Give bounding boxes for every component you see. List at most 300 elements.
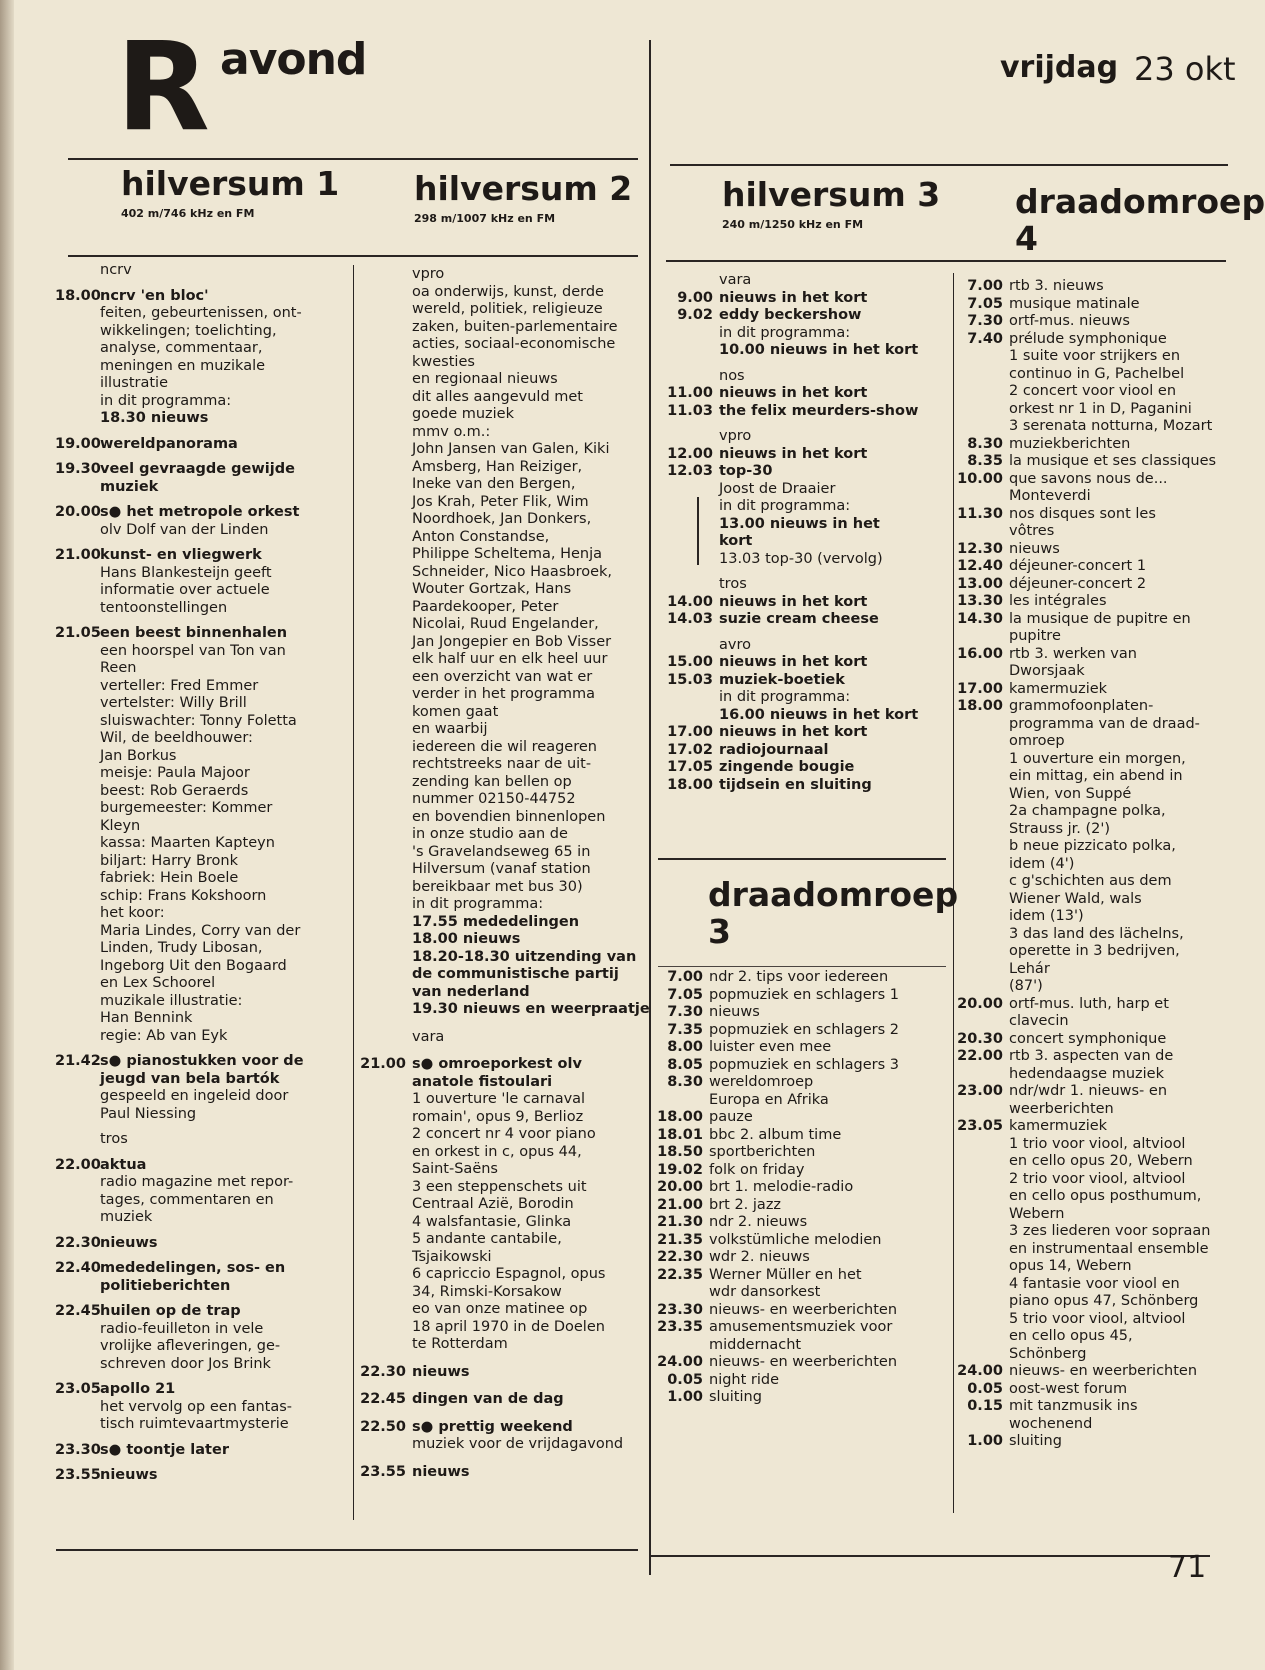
program-text: nieuws- en weerberichten <box>709 1354 898 1370</box>
program-line <box>55 1416 345 1434</box>
program-line <box>345 599 645 617</box>
program-line <box>655 498 945 516</box>
program-line <box>345 1336 645 1354</box>
program-text: dingen van de dag <box>412 1391 564 1407</box>
program-line <box>345 809 645 827</box>
program-line <box>655 272 945 290</box>
program-text: ortf-mus. luth, harp et <box>1009 995 1169 1012</box>
program-line <box>943 751 1243 769</box>
program-line <box>943 1223 1243 1241</box>
program-text: 18.20-18.30 uitzending van <box>412 948 637 965</box>
program-line <box>943 1416 1243 1434</box>
program-text: een overzicht van wat er <box>412 668 593 685</box>
program-text: in dit programma: <box>719 689 851 705</box>
program-line <box>345 844 645 862</box>
program-text: ndr/wdr 1. nieuws- en <box>1009 1083 1168 1099</box>
program-text: popmuziek en schlagers 3 <box>709 1056 899 1073</box>
program-text: 1 ouverture 'le carnaval <box>412 1091 586 1107</box>
hilversum-3-schedule <box>655 272 945 794</box>
program-line <box>345 441 645 459</box>
program-time: 0.15 <box>967 1398 1003 1414</box>
program-text: wereld, politiek, religieuze <box>412 301 603 317</box>
program-text: programma van de draad- <box>1009 715 1200 732</box>
rule-header-right <box>666 260 1226 262</box>
program-line <box>55 1192 345 1210</box>
program-line <box>55 375 345 393</box>
program-line <box>655 1127 945 1145</box>
program-text: romain', opus 9, Berlioz <box>412 1108 584 1125</box>
program-text: oa onderwijs, kunst, derde <box>412 283 604 300</box>
program-line <box>943 1136 1243 1154</box>
program-text: gespeeld en ingeleid door <box>100 1088 289 1104</box>
program-line <box>655 1004 945 1022</box>
program-line <box>345 1364 645 1382</box>
program-line <box>655 1214 945 1232</box>
program-text: tages, commentaren en <box>100 1191 274 1208</box>
program-time: 19.30 <box>55 461 101 477</box>
program-line <box>943 1433 1243 1451</box>
program-line <box>55 1278 345 1296</box>
program-line <box>655 290 945 308</box>
program-line <box>345 774 645 792</box>
program-time: 22.00 <box>957 1048 1003 1064</box>
program-line <box>655 368 945 386</box>
program-text: nieuws- en weerberichten <box>709 1301 898 1318</box>
program-text: vpro <box>412 266 445 282</box>
program-text: Jan Jongepier en Bob Visser <box>412 633 612 650</box>
program-line <box>55 625 345 643</box>
program-text: radio magazine met repor- <box>100 1174 294 1190</box>
program-line <box>943 681 1243 699</box>
program-line <box>345 1266 645 1284</box>
program-time: 19.00 <box>55 435 101 452</box>
program-text: Han Bennink <box>100 1010 193 1026</box>
program-time: 23.00 <box>957 1083 1003 1099</box>
program-text: nieuws- en weerberichten <box>1009 1363 1198 1379</box>
program-line <box>345 1464 645 1482</box>
program-line <box>55 695 345 713</box>
rule-draadomroep-3-under <box>658 966 946 967</box>
program-text: vpro <box>719 428 752 444</box>
program-line <box>345 826 645 844</box>
program-line <box>345 1284 645 1302</box>
program-block <box>55 504 345 539</box>
program-line <box>943 1398 1243 1416</box>
program-block <box>55 1303 345 1373</box>
program-text: b neue pizzicato polka, <box>1009 838 1176 854</box>
program-line <box>655 969 945 987</box>
program-text: omroep <box>1009 733 1065 749</box>
station-hilversum-2: hilversum 2 <box>414 169 633 208</box>
program-line <box>655 777 945 795</box>
program-line <box>55 436 345 454</box>
program-text: Wouter Gortzak, Hans <box>412 581 572 597</box>
program-time: 7.40 <box>967 330 1003 347</box>
program-time: 19.02 <box>657 1161 703 1178</box>
program-text: burgemeester: Kommer <box>100 800 273 816</box>
program-line <box>55 582 345 600</box>
draadomroep-4-number: 4 <box>1015 219 1038 258</box>
program-line <box>345 301 645 319</box>
program-text: tentoonstellingen <box>100 599 228 616</box>
program-text: schreven door Jos Brink <box>100 1355 271 1372</box>
program-line <box>943 768 1243 786</box>
program-line <box>943 453 1243 471</box>
program-text: ncrv <box>100 262 132 278</box>
program-block <box>55 436 345 454</box>
program-time: 18.00 <box>957 698 1003 714</box>
program-block <box>55 1442 345 1460</box>
program-line <box>55 1260 345 1278</box>
program-time: 11.30 <box>957 505 1003 522</box>
program-time: 23.55 <box>55 1467 101 1483</box>
program-time: 7.30 <box>667 1004 703 1020</box>
program-text: mit tanzmusik ins <box>1009 1398 1138 1414</box>
program-text: la musique de pupitre en <box>1009 610 1191 627</box>
program-line <box>345 529 645 547</box>
program-time: 7.00 <box>667 969 703 985</box>
program-line <box>55 975 345 993</box>
rule-draadomroep-3 <box>658 858 946 860</box>
program-text: wikkelingen; toelichting, <box>100 322 277 339</box>
program-text: Anton Constandse, <box>412 528 550 545</box>
program-line <box>655 1162 945 1180</box>
program-line <box>655 533 945 551</box>
program-text: Kleyn <box>100 817 141 834</box>
program-line <box>345 634 645 652</box>
program-block <box>655 637 945 795</box>
program-line <box>345 266 645 284</box>
program-time: 21.05 <box>55 625 101 641</box>
program-time: 23.05 <box>957 1118 1003 1134</box>
program-text: kamermuziek <box>1009 1118 1108 1134</box>
section-letter: R <box>116 16 206 158</box>
program-time: 23.30 <box>55 1441 101 1458</box>
program-text: en instrumentaal ensemble <box>1009 1240 1209 1257</box>
program-time: 23.05 <box>55 1381 101 1397</box>
program-time: 12.30 <box>957 540 1003 557</box>
program-line <box>345 1126 645 1144</box>
program-time: 18.50 <box>657 1144 703 1160</box>
program-line <box>943 1363 1243 1381</box>
program-line <box>943 996 1243 1014</box>
program-text: nieuws <box>709 1004 760 1020</box>
program-time: 18.00 <box>667 776 713 793</box>
program-text: bbc 2. album time <box>709 1126 842 1143</box>
program-text: 2 concert nr 4 voor piano <box>412 1126 596 1142</box>
program-line <box>943 366 1243 384</box>
program-text: 18 april 1970 in de Doelen <box>412 1318 605 1335</box>
program-line <box>55 323 345 341</box>
program-text: 5 andante cantabile, <box>412 1231 562 1247</box>
program-text: meisje: Paula Majoor <box>100 765 250 781</box>
program-time: 23.35 <box>657 1319 703 1335</box>
program-text: nummer 02150-44752 <box>412 791 576 807</box>
program-text: amusementsmuziek voor <box>709 1319 893 1335</box>
program-line <box>55 660 345 678</box>
program-time: 22.50 <box>360 1418 406 1435</box>
program-text: kort <box>719 533 753 549</box>
program-text: 1 ouverture ein morgen, <box>1009 750 1186 767</box>
program-text: en waarbij <box>412 721 488 737</box>
program-line <box>345 1231 645 1249</box>
program-time: 22.00 <box>55 1156 101 1173</box>
program-line <box>655 637 945 655</box>
rule-bottom-left <box>56 1549 638 1551</box>
program-text: Jan Borkus <box>100 747 177 764</box>
program-line <box>55 1338 345 1356</box>
program-time: 17.05 <box>667 759 713 775</box>
program-block <box>55 1381 345 1434</box>
program-text: 2a champagne polka, <box>1009 803 1166 819</box>
program-line <box>943 1276 1243 1294</box>
program-time: 9.00 <box>677 289 713 306</box>
program-text: ncrv 'en bloc' <box>100 287 209 304</box>
program-text: suzie cream cheese <box>719 611 879 627</box>
program-line <box>55 905 345 923</box>
program-text: 13.00 nieuws in het <box>719 515 880 532</box>
program-time: 0.05 <box>967 1380 1003 1397</box>
program-line <box>655 1389 945 1407</box>
program-text: en Lex Schoorel <box>100 975 216 991</box>
program-line <box>943 961 1243 979</box>
program-text: s● prettig weekend <box>412 1418 573 1435</box>
program-line <box>55 1321 345 1339</box>
program-text: iedereen die wil reageren <box>412 738 597 755</box>
program-text: brt 2. jazz <box>709 1196 782 1213</box>
program-line <box>345 879 645 897</box>
program-text: meningen en muzikale <box>100 357 266 374</box>
rule-top-right <box>670 164 1228 166</box>
program-text: Centraal Azië, Borodin <box>412 1196 574 1212</box>
program-line <box>345 581 645 599</box>
program-text: radio-feuilleton in vele <box>100 1320 264 1337</box>
program-text: popmuziek en schlagers 1 <box>709 986 899 1003</box>
program-text: Joost de Draaier <box>719 480 836 497</box>
program-text: biljart: Harry Bronk <box>100 852 239 869</box>
program-line <box>55 479 345 497</box>
program-text: mededelingen, sos- en <box>100 1260 286 1276</box>
program-text: muziek voor de vrijdagavond <box>412 1436 624 1452</box>
program-line <box>655 987 945 1005</box>
program-block <box>943 278 1243 1451</box>
program-text: Europa en Afrika <box>709 1091 829 1108</box>
program-text: muziek-boetiek <box>719 671 845 688</box>
day-name: vrijdag <box>1000 50 1119 85</box>
program-text: Linden, Trudy Libosan, <box>100 940 263 956</box>
program-text: en cello opus 45, <box>1009 1328 1133 1344</box>
program-time: 22.45 <box>55 1303 101 1319</box>
program-text: sportberichten <box>709 1144 816 1160</box>
program-text: Webern <box>1009 1205 1065 1222</box>
program-text: 17.55 mededelingen <box>412 913 580 930</box>
program-line <box>55 1131 345 1149</box>
program-line <box>655 1337 945 1355</box>
program-line <box>55 783 345 801</box>
program-text: vôtres <box>1009 523 1055 539</box>
program-line <box>655 1354 945 1372</box>
program-line <box>345 756 645 774</box>
program-time: 13.00 <box>957 575 1003 592</box>
program-line <box>345 1319 645 1337</box>
program-line <box>943 716 1243 734</box>
freq-hilversum-1: 402 m/746 kHz en FM <box>121 207 255 220</box>
program-text: 's Gravelandseweg 65 in <box>412 843 591 860</box>
program-text: piano opus 47, Schönberg <box>1009 1293 1199 1309</box>
program-line <box>345 1419 645 1437</box>
program-text: regie: Ab van Eyk <box>100 1027 228 1044</box>
program-time: 21.00 <box>360 1056 406 1072</box>
program-line <box>345 1001 650 1019</box>
program-line <box>655 1179 945 1197</box>
program-line <box>55 547 345 565</box>
program-time: 7.05 <box>667 986 703 1003</box>
program-line <box>345 1144 645 1162</box>
program-line <box>943 1188 1243 1206</box>
program-text: 3 serenata notturna, Mozart <box>1009 418 1213 434</box>
program-line <box>345 389 645 407</box>
program-time: 22.30 <box>55 1234 101 1251</box>
program-line <box>943 663 1243 681</box>
program-text: the felix meurders-show <box>719 402 919 419</box>
program-text: een hoorspel van Ton van <box>100 642 286 659</box>
program-text: vara <box>412 1028 445 1045</box>
program-time: 1.00 <box>667 1389 703 1405</box>
freq-hilversum-2: 298 m/1007 kHz en FM <box>414 212 556 225</box>
program-text: grammofoonplaten- <box>1009 698 1154 714</box>
program-text: opus 14, Webern <box>1009 1258 1132 1274</box>
program-block <box>55 288 345 428</box>
program-text: concert symphonique <box>1009 1030 1167 1047</box>
program-text: rtb 3. aspecten van de <box>1009 1048 1174 1064</box>
program-line <box>655 594 945 612</box>
program-line <box>345 546 645 564</box>
program-text: muziek <box>100 478 159 495</box>
program-text: hedendaagse muziek <box>1009 1065 1164 1082</box>
program-text: nieuws in het kort <box>719 385 868 401</box>
program-time: 8.00 <box>667 1039 703 1055</box>
program-text: la musique et ses classiques <box>1009 453 1217 469</box>
program-time: 23.30 <box>657 1301 703 1318</box>
program-line <box>55 730 345 748</box>
program-text: volkstümliche melodien <box>709 1231 882 1248</box>
program-time: 11.00 <box>667 385 713 401</box>
program-text: pupitre <box>1009 628 1061 644</box>
program-time: 14.00 <box>667 593 713 610</box>
program-text: prélude symphonique <box>1009 330 1167 347</box>
program-time: 1.00 <box>967 1433 1003 1449</box>
program-text: avro <box>719 636 751 653</box>
program-text: Wil, de beeldhouwer: <box>100 730 253 746</box>
program-text: 18.00 nieuws <box>412 931 521 947</box>
program-text: kassa: Maarten Kapteyn <box>100 835 275 851</box>
program-time: 21.00 <box>657 1196 703 1213</box>
program-line <box>655 724 945 742</box>
program-line <box>655 1039 945 1057</box>
program-line <box>655 707 945 725</box>
program-line <box>943 558 1243 576</box>
program-text: Paul Niessing <box>100 1105 197 1122</box>
program-line <box>655 385 945 403</box>
program-time: 8.35 <box>967 453 1003 469</box>
program-text: Jos Krah, Peter Flik, Wim <box>412 493 589 510</box>
program-text: nieuws <box>100 1234 158 1251</box>
program-line <box>943 1066 1243 1084</box>
program-line <box>655 1144 945 1162</box>
program-text: vrolijke afleveringen, ge- <box>100 1338 281 1354</box>
program-text: 3 das land des lächelns, <box>1009 925 1184 942</box>
program-line <box>943 471 1243 489</box>
program-text: nieuws in het kort <box>719 289 868 306</box>
program-text: tros <box>100 1131 128 1147</box>
hilversum-2-schedule <box>345 266 650 1481</box>
program-line <box>55 305 345 323</box>
program-text: top-30 <box>719 463 773 479</box>
program-line <box>943 733 1243 751</box>
program-text: rechtstreeks naar de uit- <box>412 756 592 772</box>
program-text: Philippe Scheltema, Henja <box>412 546 603 562</box>
program-line <box>943 1328 1243 1346</box>
program-line <box>943 978 1243 996</box>
program-time: 10.00 <box>957 470 1003 487</box>
program-text: Schneider, Nico Haasbroek, <box>412 563 613 580</box>
program-time: 8.05 <box>667 1056 703 1073</box>
program-line <box>943 593 1243 611</box>
program-line <box>655 446 945 464</box>
program-line <box>55 1235 345 1253</box>
program-text: John Jansen van Galen, Kiki <box>412 441 610 457</box>
program-text: verteller: Fred Emmer <box>100 677 259 694</box>
program-time: 22.35 <box>657 1266 703 1283</box>
program-text: s● toontje later <box>100 1441 229 1458</box>
program-line <box>345 459 645 477</box>
program-text: te Rotterdam <box>412 1336 508 1352</box>
program-text: feiten, gebeurtenissen, ont- <box>100 305 302 321</box>
program-line <box>655 689 945 707</box>
program-line <box>655 1074 945 1092</box>
program-time: 21.30 <box>657 1214 703 1230</box>
program-line <box>55 678 345 696</box>
program-block <box>345 1364 645 1382</box>
program-line <box>943 1381 1243 1399</box>
program-line <box>655 1284 945 1302</box>
program-text: Monteverdi <box>1009 488 1091 504</box>
program-text: in onze studio aan de <box>412 826 568 842</box>
program-block <box>655 428 945 568</box>
program-text: in dit programma: <box>100 392 232 409</box>
program-line <box>655 742 945 760</box>
program-text: Paardekooper, Peter <box>412 598 559 615</box>
program-text: vertelster: Willy Brill <box>100 695 247 711</box>
program-line <box>655 654 945 672</box>
program-text: illustratie <box>100 375 168 391</box>
program-text: que savons nous de... <box>1009 470 1168 487</box>
program-text: 1 trio voor viool, altviool <box>1009 1135 1186 1152</box>
program-line <box>943 296 1243 314</box>
program-line <box>55 940 345 958</box>
program-text: apollo 21 <box>100 1381 176 1397</box>
program-line <box>943 1101 1243 1119</box>
program-line <box>55 1381 345 1399</box>
program-text: wochenend <box>1009 1415 1093 1432</box>
program-time: 23.55 <box>360 1463 406 1480</box>
program-time: 15.00 <box>667 654 713 670</box>
program-line <box>55 504 345 522</box>
program-text: s● pianostukken voor de <box>100 1053 304 1069</box>
program-text: nieuws <box>412 1363 470 1380</box>
program-text: zending kan bellen op <box>412 773 572 790</box>
program-line <box>345 1091 645 1109</box>
